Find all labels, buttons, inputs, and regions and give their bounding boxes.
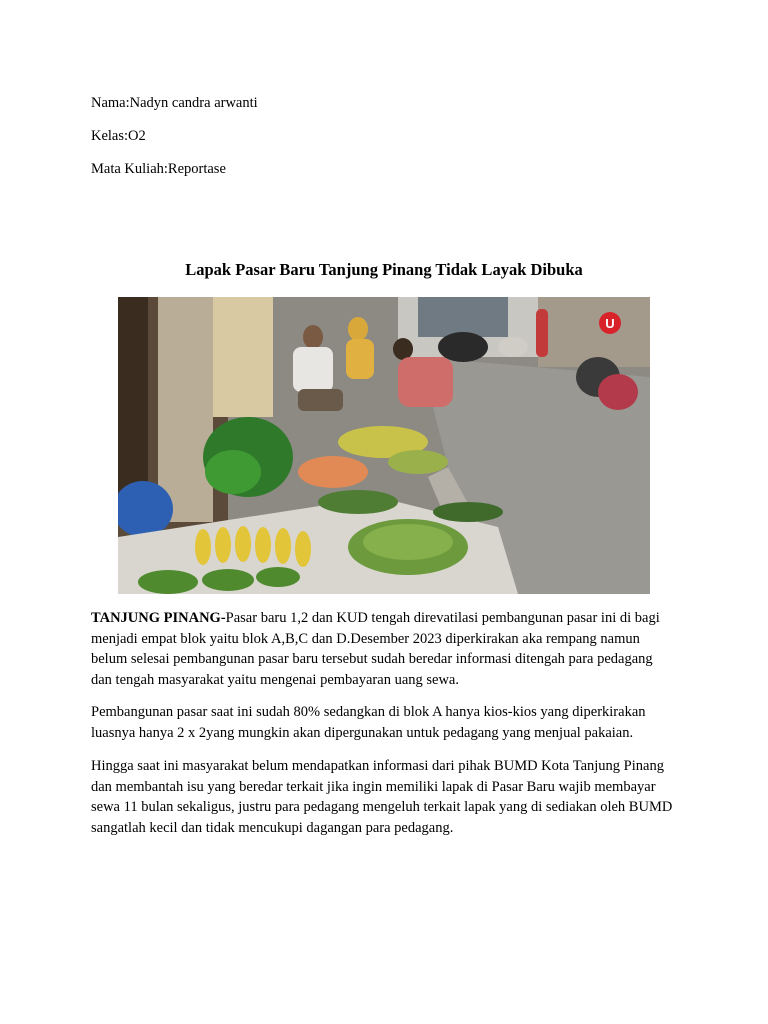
market-photo (118, 297, 650, 594)
dateline: TANJUNG PINANG- (91, 610, 226, 626)
course-name: Mata Kuliah:Reportase (91, 161, 226, 177)
article-title: Lapak Pasar Baru Tanjung Pinang Tidak Layak Dibuka (185, 260, 583, 279)
student-name: Nama:Nadyn candra arwanti (91, 95, 258, 111)
student-class: Kelas:O2 (91, 128, 146, 144)
tv-logo-text: U (605, 316, 615, 331)
paragraph-1 (91, 608, 675, 690)
paragraph-2: Pembangunan pasar saat ini sudah 80% sedangkan di blok A hanya kios-kios yang diperkirakan luasnya hanya 2 x 2yang mungkin akan dipergunakan untuk pedagang yang menjual pakaian. (91, 704, 646, 741)
paragraph-3: Hingga saat ini masyarakat belum mendapatkan informasi dari pihak BUMD Kota Tanjung Pinang dan membantah isu yang beredar terkait jika ingin memiliki lapak di Pasar Baru wajib membayar sewa 11 bulan sekaligus, justru para pedagang mengeluh terkait lapak yang di sediakan oleh BUMD sangatlah kecil dan tidak mencukupi dagangan para pedagang. (91, 758, 673, 836)
paragraph-1-text: Pasar baru 1,2 dan KUD tengah direvatilasi pembangunan pasar ini di bagi menjadi empat blok yaitu blok A,B,C dan D.Desember 2023 diperkirakan aka rempang namun belum selesai pembangunan pasar baru tersebut sudah beredar informasi ditengah para pedagang dan tengah masyarakat yaitu mengenai pembayaran uang sewa. (91, 610, 660, 688)
